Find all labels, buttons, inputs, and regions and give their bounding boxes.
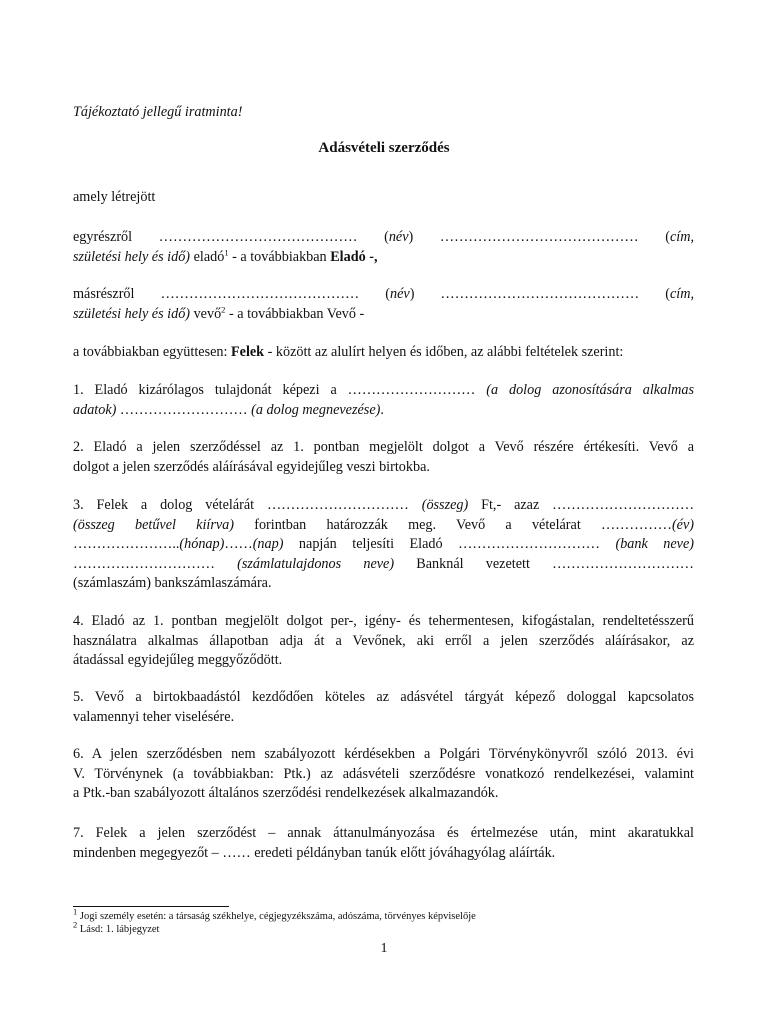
party-seller-block	[73, 228, 694, 267]
intro-line: amely létrejött	[73, 189, 156, 205]
footnote-divider	[73, 906, 229, 907]
page-number: 1	[380, 941, 388, 956]
section-2: 2. Eladó a jelen szerződéssel az 1. pontban megjelölt dolgot a Vevő részére értékesíti. Vevő a dolgot a jelen szerződés aláírásával egyidejűleg veszi birtokba.	[73, 439, 694, 475]
section-6: 6. A jelen szerződésben nem szabályozott kérdésekben a Polgári Törvénykönyvről szóló 2013. évi V. Törvénynek (a továbbiakban: Ptk.) az adásvételi szerződésre vonatkozó rendelkezései, valamint a Ptk.-ban szabályozott általános szerződési rendelkezések alkalmazandók.	[73, 746, 694, 801]
section-4: 4. Eladó az 1. pontban megjelölt dolgot per-, igény- és tehermentesen, kifogástalan, rendeltetésszerű használatra alkalmas állapotban adja át a Vevőnek, aki erről a jelen szerződés aláírásakor, az átadással egyidejűleg meggyőződött.	[73, 613, 694, 668]
party-buyer-block	[73, 285, 694, 324]
footnote-1: $^1$ Jogi személy esetén: a társaság székhelye, cégjegyzékszáma, adószáma, törvényes képviselője	[73, 906, 476, 922]
party-buyer-line1: másrészről …………………………………… (név) …………………………………… (cím,	[73, 286, 694, 302]
party-buyer-line2: születési hely és idő) vevő$^2$ - a továbbiakban Vevő -	[73, 303, 365, 322]
party-seller-line1: egyrészről …………………………………… (név) …………………………………… (cím,	[73, 229, 694, 245]
section-5: 5. Vevő a birtokbaadástól kezdődően köteles az adásvétel tárgyát képező dologgal kapcsolatos valamennyi teher viselésére.	[73, 689, 694, 725]
party-seller-line2: születési hely és idő) eladó$^1$ - a továbbiakban Eladó -,	[73, 246, 378, 265]
sample-notice: Tájékoztató jellegű iratminta!	[73, 104, 243, 120]
document-title: Adásvételi szerződés	[318, 140, 450, 156]
parties-together-line: a továbbiakban együttesen: Felek - között az alulírt helyen és időben, az alábbi feltételek szerint:	[73, 344, 624, 360]
section-1: 1. Eladó kizárólagos tulajdonát képezi a ……………………… (a dolog azonosítására alkalmas adatok) ……………………… (a dolog megnevezése).	[73, 382, 694, 418]
section-7: 7. Felek a jelen szerződést – annak áttanulmányozása és értelmezése után, mint akaratukkal mindenben megegyezőt – …… eredeti példányban tanúk előtt jóváhagyólag aláírták.	[73, 825, 694, 861]
section-3: 3. Felek a dolog vételárát ………………………… (összeg) Ft,- azaz ………………………… (összeg betűvel kiírva) forintban határozzák meg. Vevő a vételárat ……………(év) …………………..(hónap)……(nap) napján teljesíti Eladó ………………………… (bank neve) ………………………… (számlatulajdonos neve) Banknál vezetett ………………………… (számlaszám) bankszámlaszámára.	[73, 497, 695, 591]
footnote-2: $^2$ Lásd: 1. lábjegyzet	[73, 919, 160, 935]
